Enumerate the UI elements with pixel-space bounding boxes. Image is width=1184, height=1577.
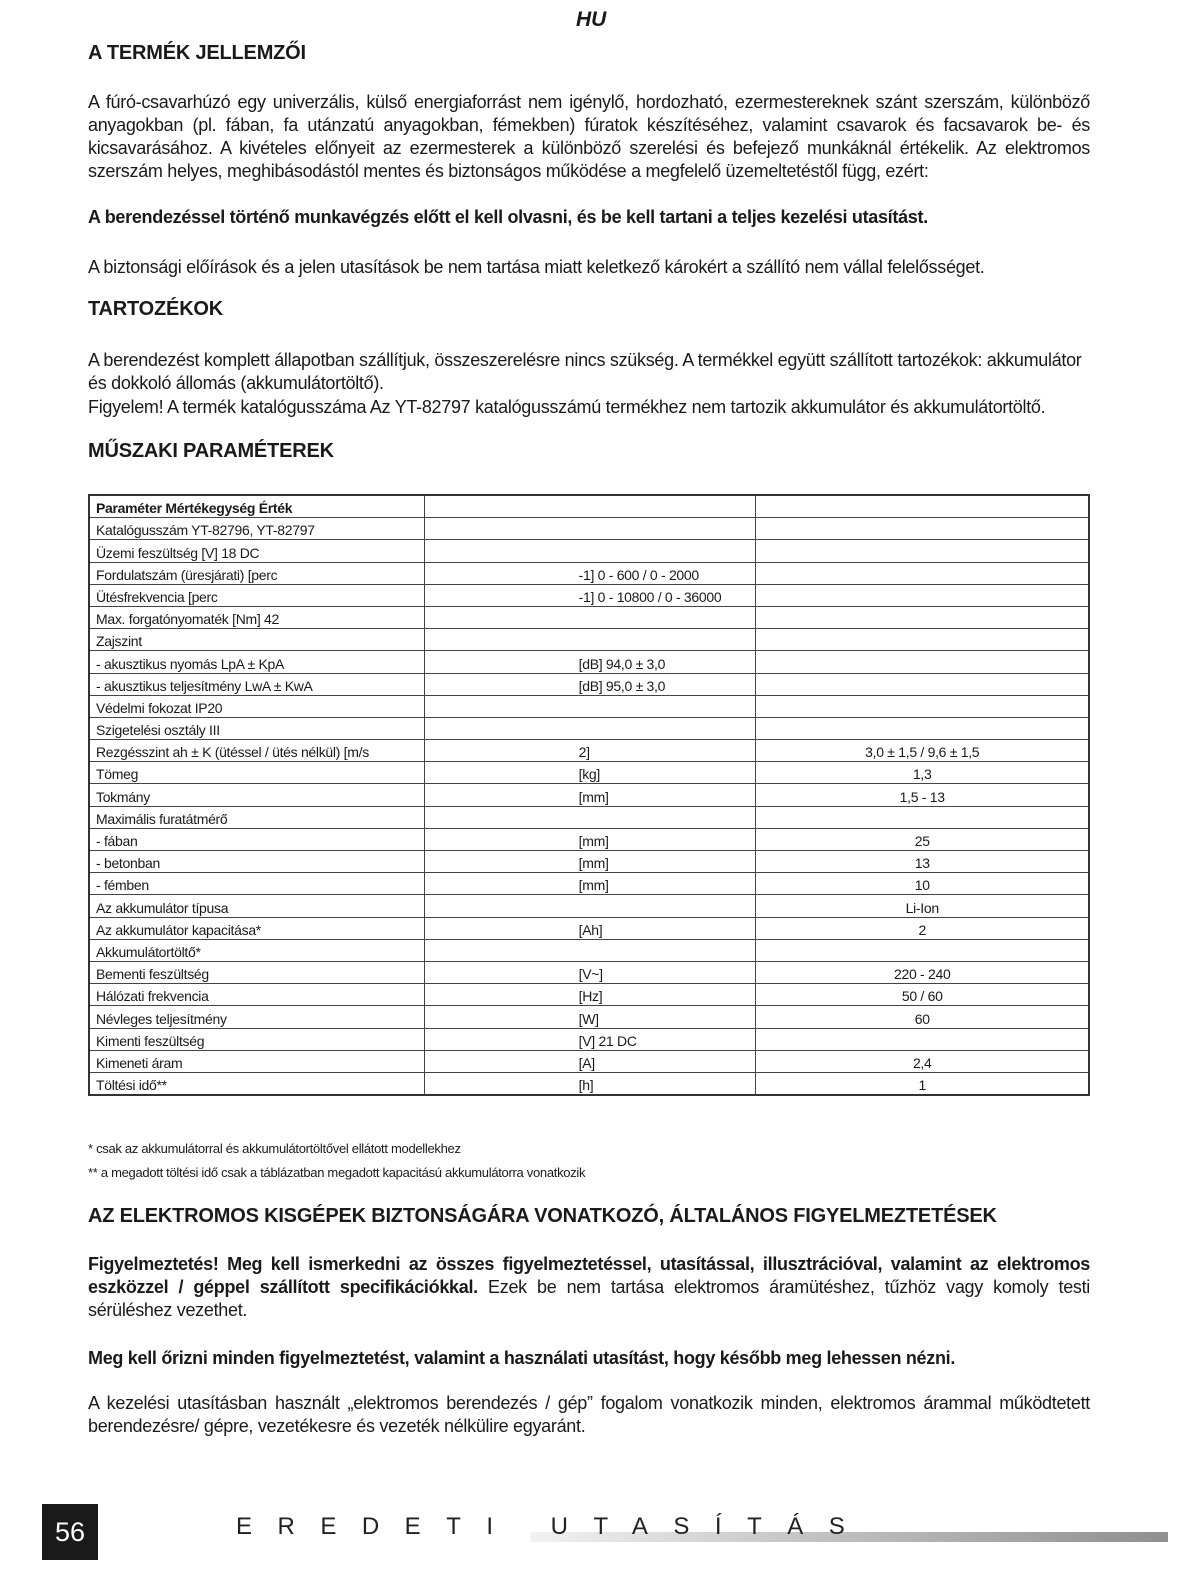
table-row [89, 762, 1089, 784]
table-cell [424, 895, 756, 917]
catalog-note: Figyelem! A termék katalógusszáma Az YT-82797 katalógusszámú termékhez nem tartozik akkumulátor és akkumulátortöltő. [88, 397, 1046, 417]
table-cell [89, 1028, 424, 1050]
table-row [89, 1072, 1089, 1095]
table-cell [89, 584, 424, 606]
table-cell [756, 717, 1089, 739]
section-title-features: A TERMÉK JELLEMZŐI [88, 42, 306, 64]
safety-warning-paragraph [88, 1253, 1090, 1322]
table-row [89, 984, 1089, 1006]
table-cell-text: Szigetelési osztály III [96, 722, 220, 739]
table-cell [756, 961, 1089, 983]
table-cell [424, 540, 756, 562]
section-title-technical: MŰSZAKI PARAMÉTEREK [88, 440, 334, 462]
table-cell-text: Fordulatszám (üresjárati) [perc [96, 566, 278, 583]
table-cell-text: 220 - 240 [893, 966, 951, 983]
table-cell [756, 784, 1089, 806]
table-cell-text: 10 [914, 877, 930, 894]
table-cell [756, 1028, 1089, 1050]
table-cell [424, 695, 756, 717]
read-instructions-note: A berendezéssel történő munkavégzés előtt el kell olvasni, és be kell tartani a teljes kezelési utasítást. [88, 207, 928, 227]
table-cell-text: 13 [914, 855, 930, 872]
table-cell [89, 540, 424, 562]
table-cell [756, 740, 1089, 762]
table-cell-text: [W] [578, 1010, 599, 1027]
table-row [89, 895, 1089, 917]
features-paragraph: A fúró-csavarhúzó egy univerzális, külső energiaforrást nem igénylő, hordozható, ezermestereknek szánt szerszám, különböző anyagokban (pl. fában, fa utánzatú anyagokban, fémekben) fúratok készítéséhez, valamint csavarok és facsavarok be- és kicsavarásához. A kivételes előnyeit az ezermesterek a különböző szerelési és befejező munkáknál értékelik. Az elektromos szerszám helyes, meghibásodástól mentes és biztonságos működése a megfelelő üzemeltetéstől függ, ezért: [88, 92, 1090, 181]
table-cell [756, 562, 1089, 584]
table-cell [424, 851, 756, 873]
table-row [89, 540, 1089, 562]
table-cell [89, 717, 424, 739]
table-cell [89, 606, 424, 628]
table-cell [89, 939, 424, 961]
table-cell [756, 629, 1089, 651]
section-title-safety: AZ ELEKTROMOS KISGÉPEK BIZTONSÁGÁRA VONATKOZÓ, ÁLTALÁNOS FIGYELMEZTETÉSEK [88, 1205, 997, 1227]
table-cell [89, 740, 424, 762]
table-cell [89, 873, 424, 895]
table-cell [89, 828, 424, 850]
table-cell [89, 762, 424, 784]
table-cell [89, 784, 424, 806]
table-row [89, 695, 1089, 717]
table-cell-text: Paraméter Mértékegység Érték [96, 500, 293, 517]
table-cell [756, 939, 1089, 961]
table-cell-text: Max. forgatónyomaték [Nm] 42 [96, 611, 280, 628]
table-cell [424, 673, 756, 695]
table-cell [756, 762, 1089, 784]
table-cell-text: Töltési idő** [96, 1077, 167, 1094]
table-cell [756, 984, 1089, 1006]
table-row [89, 584, 1089, 606]
table-cell [424, 606, 756, 628]
table-cell-text: -1] 0 - 600 / 0 - 2000 [578, 566, 699, 583]
table-cell [424, 784, 756, 806]
table-cell [756, 1006, 1089, 1028]
table-cell-text: 2,4 [912, 1054, 932, 1071]
table-cell [424, 495, 756, 518]
table-cell-text: [h] [578, 1077, 594, 1094]
table-cell-text: [V~] [578, 966, 603, 983]
table-cell [756, 518, 1089, 540]
table-cell [756, 695, 1089, 717]
table-cell [424, 562, 756, 584]
table-row [89, 873, 1089, 895]
table-cell [424, 518, 756, 540]
table-cell-text: Kimeneti áram [96, 1054, 183, 1071]
table-row [89, 939, 1089, 961]
table-cell-text: 60 [914, 1010, 930, 1027]
table-row [89, 1050, 1089, 1072]
table-row [89, 606, 1089, 628]
footer-original-instructions: EREDETI UTASÍTÁS [236, 1513, 871, 1540]
table-cell [756, 673, 1089, 695]
table-cell-text: 1,5 - 13 [899, 788, 945, 805]
table-cell-text: [mm] [578, 877, 609, 894]
table-cell [89, 1050, 424, 1072]
table-cell [424, 584, 756, 606]
table-cell-text: Rezgésszint ah ± K (ütéssel / ütés nélkül) [m/s [96, 744, 369, 761]
table-cell [89, 673, 424, 695]
table-cell [424, 917, 756, 939]
table-cell [424, 1006, 756, 1028]
table-cell-text: Üzemi feszültség [V] 18 DC [96, 544, 260, 561]
table-cell [89, 895, 424, 917]
table-cell [424, 828, 756, 850]
table-cell-text: [dB] 95,0 ± 3,0 [578, 677, 666, 694]
table-cell [424, 717, 756, 739]
table-cell [756, 495, 1089, 518]
table-cell-text: Bementi feszültség [96, 966, 209, 983]
table-cell [424, 1072, 756, 1095]
table-cell [89, 851, 424, 873]
table-row [89, 917, 1089, 939]
table-cell [756, 584, 1089, 606]
table-cell-text: - fában [96, 833, 138, 849]
table-cell-text: Ütésfrekvencia [perc [96, 588, 218, 605]
table-cell [756, 873, 1089, 895]
table-cell [756, 895, 1089, 917]
table-cell [89, 917, 424, 939]
table-row [89, 495, 1089, 518]
table-cell-text: Az akkumulátor típusa [96, 899, 229, 916]
table-cell-text: Az akkumulátor kapacitása* [96, 921, 261, 938]
table-row [89, 740, 1089, 762]
table-cell-text: [Hz] [578, 988, 603, 1005]
table-cell-text: 1,3 [912, 766, 932, 783]
footnote-charging-time: ** a megadott töltési idő csak a táblázatban megadott kapacitású akkumulátorra vonatkozik [88, 1165, 586, 1180]
table-cell [756, 606, 1089, 628]
table-cell-text: [mm] [578, 855, 609, 872]
page-number: 56 [42, 1504, 98, 1560]
technical-parameters-table [88, 494, 1090, 1096]
table-cell-text: Katalógusszám YT-82796, YT-82797 [96, 522, 315, 539]
table-cell [424, 961, 756, 983]
table-cell-text: 1 [918, 1077, 926, 1094]
table-cell-text: [Ah] [578, 921, 603, 938]
table-row [89, 1006, 1089, 1028]
table-cell-text: 3,0 ± 1,5 / 9,6 ± 1,5 [865, 744, 980, 761]
table-cell-text: [V] 21 DC [578, 1032, 637, 1049]
language-code: HU [576, 8, 607, 31]
table-row [89, 518, 1089, 540]
table-cell [424, 939, 756, 961]
table-cell [756, 1050, 1089, 1072]
table-cell-text: [kg] [578, 766, 601, 783]
table-cell-text: [A] [578, 1054, 595, 1071]
table-cell [756, 851, 1089, 873]
table-cell [89, 961, 424, 983]
table-cell [424, 806, 756, 828]
table-cell-text: Tömeg [96, 766, 139, 783]
accessories-paragraph: A berendezést komplett állapotban szállítjuk, összeszerelésre nincs szükség. A termékkel együtt szállított tartozékok: akkumulátor és dokkoló állomás (akkumulátortöltő). [88, 350, 1082, 393]
table-cell [424, 740, 756, 762]
table-cell [89, 1006, 424, 1028]
section-title-accessories: TARTOZÉKOK [88, 298, 224, 320]
table-cell [89, 562, 424, 584]
safety-warning-bold: Figyelmeztetés! Meg kell ismerkedni az összes figyelmeztetéssel, utasítással, illusztrációval, valamint az elektromos eszközzel / géppel szállított specifikációkkal. [88, 1254, 1090, 1297]
table-cell [756, 1072, 1089, 1095]
table-row [89, 673, 1089, 695]
table-cell [89, 518, 424, 540]
table-cell-text: [dB] 94,0 ± 3,0 [578, 655, 666, 672]
table-row [89, 1028, 1089, 1050]
table-cell [424, 651, 756, 673]
table-cell [756, 917, 1089, 939]
keep-instructions-note: Meg kell őrizni minden figyelmeztetést, valamint a használati utasítást, hogy később meg lehessen nézni. [88, 1348, 956, 1368]
table-row [89, 961, 1089, 983]
table-cell [89, 806, 424, 828]
table-cell-text: [mm] [578, 788, 609, 805]
table-cell [424, 873, 756, 895]
table-row [89, 784, 1089, 806]
table-cell-text: Li-Ion [905, 899, 939, 916]
table-cell-text: 50 / 60 [901, 988, 943, 1005]
table-row [89, 629, 1089, 651]
table-cell-text: Kimenti feszültség [96, 1032, 205, 1049]
table-cell-text: 2 [918, 921, 926, 938]
table-cell-text: - akusztikus nyomás LpA ± KpA [96, 655, 285, 672]
table-cell-text: Zajszint [96, 633, 142, 650]
table-cell-text: Hálózati frekvencia [96, 988, 209, 1005]
table-cell [89, 984, 424, 1006]
safety-warning-rest: Ezek be nem tartása elektromos áramütéshez, tűzhöz vagy komoly testi sérüléshez vezethet. [88, 1277, 1090, 1320]
table-cell-text: [mm] [578, 833, 609, 849]
table-row [89, 651, 1089, 673]
table-cell [89, 1072, 424, 1095]
table-cell [89, 629, 424, 651]
table-cell [756, 806, 1089, 828]
table-cell [756, 828, 1089, 850]
table-cell-text: Névleges teljesítmény [96, 1010, 227, 1027]
table-cell-text: - fémben [96, 877, 149, 894]
table-cell [756, 540, 1089, 562]
table-cell [424, 984, 756, 1006]
table-cell [756, 651, 1089, 673]
table-cell [89, 651, 424, 673]
table-cell [424, 1050, 756, 1072]
definition-paragraph: A kezelési utasításban használt „elektromos berendezés / gép” fogalom vonatkozik minden, elektromos árammal működtetett berendezésre/ gépre, vezetékesre és vezeték nélkülire egyaránt. [88, 1393, 1090, 1436]
table-cell-text: Akkumulátortöltő* [96, 943, 201, 960]
table-cell [424, 762, 756, 784]
liability-paragraph: A biztonsági előírások és a jelen utasítások be nem tartása miatt keletkező károkért a szállító nem vállal felelősséget. [88, 257, 985, 277]
table-cell-text: 2] [578, 744, 590, 761]
table-row [89, 851, 1089, 873]
table-row [89, 806, 1089, 828]
table-cell [89, 695, 424, 717]
table-cell-text: Maximális furatátmérő [96, 810, 228, 827]
table-cell-text: 25 [914, 833, 930, 849]
table-cell-text: Védelmi fokozat IP20 [96, 699, 223, 716]
table-row [89, 828, 1089, 850]
table-cell-text: Tokmány [96, 788, 150, 805]
table-cell-text: - akusztikus teljesítmény LwA ± KwA [96, 677, 313, 694]
table-cell [89, 495, 424, 518]
table-row [89, 717, 1089, 739]
table-cell-text: -1] 0 - 10800 / 0 - 36000 [578, 588, 722, 605]
table-cell [424, 1028, 756, 1050]
table-cell [424, 629, 756, 651]
footnote-battery-models: * csak az akkumulátorral és akkumulátortöltővel ellátott modellekhez [88, 1141, 461, 1156]
table-cell-text: - betonban [96, 855, 160, 872]
table-row [89, 562, 1089, 584]
